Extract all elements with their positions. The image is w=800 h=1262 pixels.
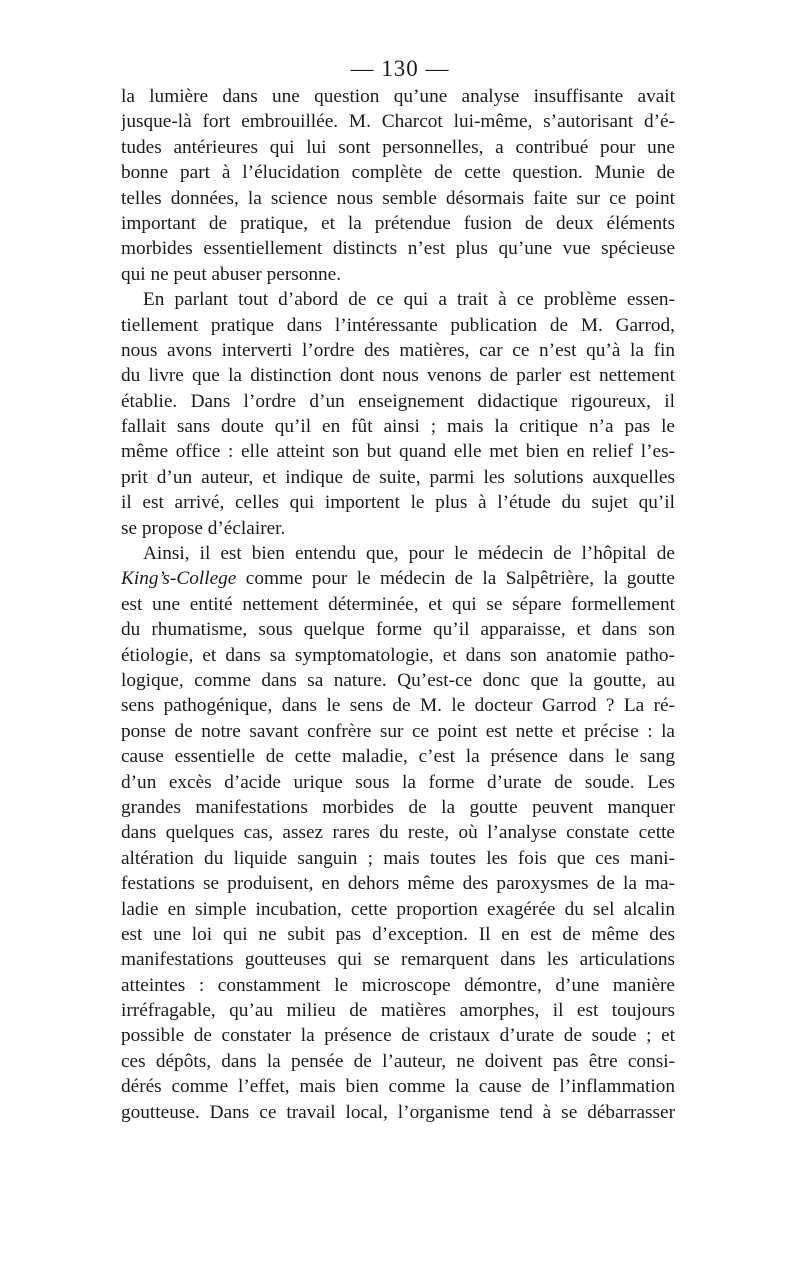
text-line: établie. Dans l’ordre d’un enseignement didactique rigoureux, il (121, 390, 675, 412)
text-line: possible de constater la présence de cristaux d’urate de soude ; et (121, 1025, 675, 1047)
text-line: se propose d’éclairer. (121, 517, 286, 539)
text-line: grandes manifestations morbides de la goutte peuvent manquer (121, 796, 675, 818)
page-number: — 130 — (350, 56, 450, 81)
text-line: cause essentielle de cette maladie, c’est la présence dans le sang (121, 746, 675, 768)
text-line: d’un excès d’acide urique sous la forme d’urate de soude. Les (121, 771, 675, 793)
text-line: sens pathogénique, dans le sens de M. le docteur Garrod ? La ré- (121, 695, 675, 717)
text-line: Ainsi, il est bien entendu que, pour le médecin de l’hôpital de (143, 543, 675, 565)
text-line: qui ne peut abuser personne. (121, 263, 342, 285)
text-line: jusque-là fort embrouillée. M. Charcot lui-même, s’autorisant d’é- (121, 111, 675, 133)
text-line: prit d’un auteur, et indique de suite, parmi les solutions auxquelles (121, 466, 675, 488)
text-line: manifestations goutteuses qui se remarquent dans les articulations (121, 949, 675, 971)
text-line: atteintes : constamment le microscope démontre, d’une manière (121, 974, 675, 996)
text-line: morbides essentiellement distincts n’est plus qu’une vue spécieuse (121, 238, 675, 260)
text-line: altération du liquide sanguin ; mais toutes les fois que ces mani- (121, 847, 675, 869)
text-line: ces dépôts, dans la pensée de l’auteur, ne doivent pas être consi- (121, 1050, 675, 1072)
text-line: même office : elle atteint son but quand elle met bien en relief l’es- (121, 441, 675, 463)
text-line: ponse de notre savant confrère sur ce point est nette et précise : la (121, 720, 675, 742)
italic-term: King’s-College (121, 568, 237, 590)
text-line: fallait sans doute qu’il en fût ainsi ; mais la critique n’a pas le (121, 416, 675, 438)
text-line: dérés comme l’effet, mais bien comme la cause de l’inflammation (121, 1076, 675, 1098)
text-line: tiellement pratique dans l’intéressante publication de M. Garrod, (121, 314, 675, 336)
text-line: nous avons interverti l’ordre des matières, car ce n’est qu’à la fin (121, 339, 675, 361)
text-line: logique, comme dans sa nature. Qu’est-ce donc que la goutte, au (121, 669, 675, 691)
text-line: est une entité nettement déterminée, et qui se sépare formellement (121, 593, 675, 615)
text-line: étiologie, et dans sa symptomatologie, et dans son anatomie patho- (121, 644, 675, 666)
text-line: irréfragable, qu’au milieu de matières amorphes, il est toujours (121, 1000, 675, 1022)
text-line: la lumière dans une question qu’une analyse insuffisante avait (121, 86, 675, 107)
text-line-rest: comme pour le médecin de la Salpêtrière, la goutte (236, 568, 675, 590)
text-line: important de pratique, et la prétendue fusion de deux éléments (121, 212, 675, 234)
text-line: telles données, la science nous semble désormais faite sur ce point (121, 187, 675, 209)
text-line: En parlant tout d’abord de ce qui a trait à ce problème essen- (143, 289, 675, 311)
body-text (121, 84, 675, 1125)
text-line: du livre que la distinction dont nous venons de parler est nettement (121, 365, 675, 387)
text-line: du rhumatisme, sous quelque forme qu’il apparaisse, et dans son (121, 619, 675, 641)
text-line: tudes antérieures qui lui sont personnelles, a contribué pour une (121, 136, 675, 158)
text-line: il est arrivé, celles qui importent le plus à l’étude du sujet qu’il (121, 492, 675, 514)
text-line: bonne part à l’élucidation complète de cette question. Munie de (121, 162, 675, 184)
text-line: dans quelques cas, assez rares du reste, où l’analyse constate cette (121, 822, 675, 844)
paragraph-2 (121, 287, 675, 541)
text-line: festations se produisent, en dehors même des paroxysmes de la ma- (121, 873, 675, 895)
paragraph-3 (121, 541, 675, 1125)
text-line: goutteuse. Dans ce travail local, l’organisme tend à se débarrasser (121, 1101, 675, 1123)
text-line: ladie en simple incubation, cette proportion exagérée du sel alcalin (121, 898, 675, 920)
paragraph-1 (121, 84, 675, 287)
text-line-with-italic (121, 566, 675, 591)
text-line: est une loi qui ne subit pas d’exception. Il en est de même des (121, 923, 675, 945)
